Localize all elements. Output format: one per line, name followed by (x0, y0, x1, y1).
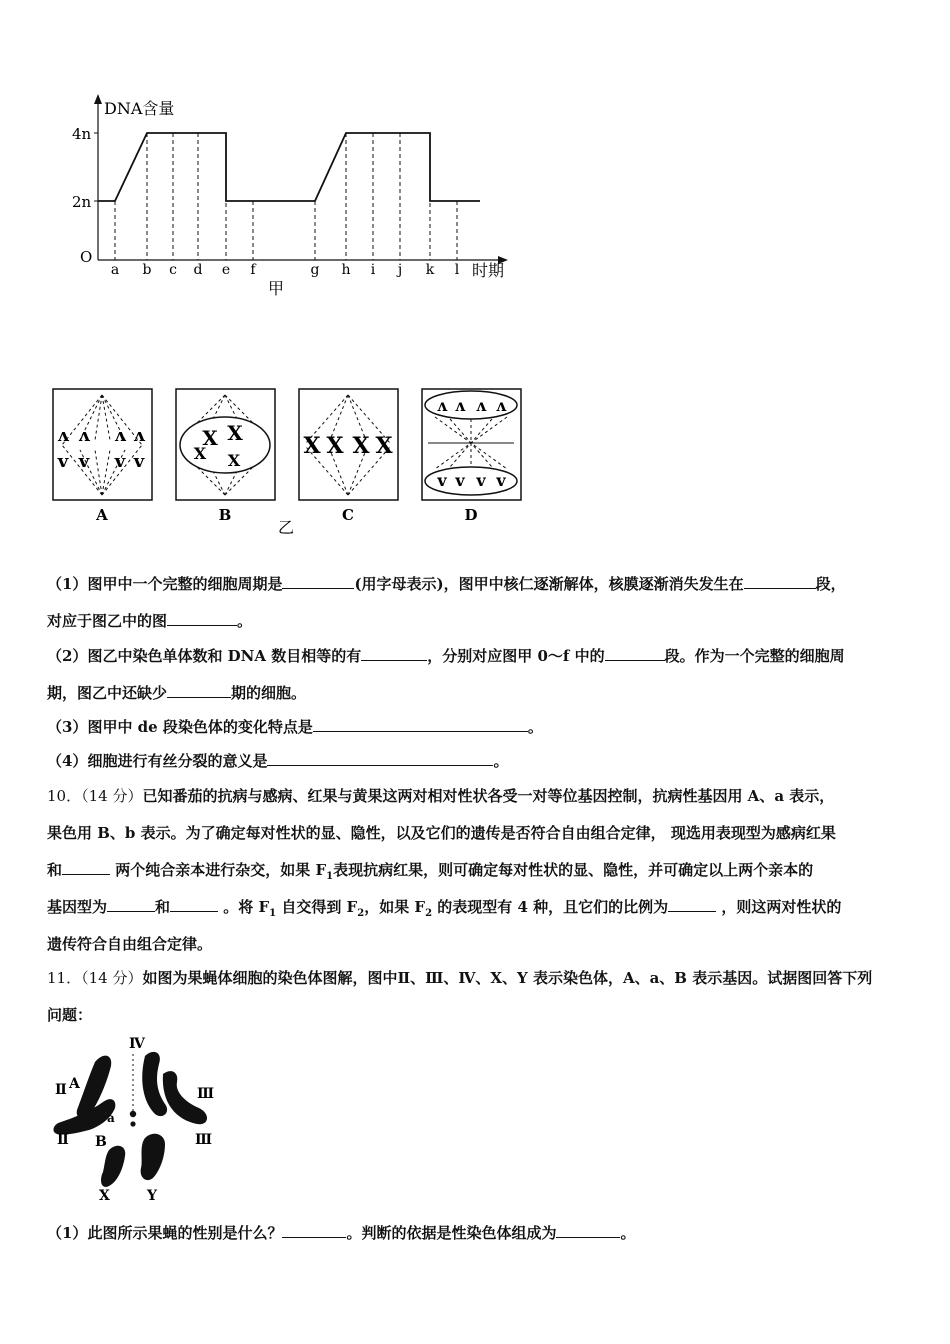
svg-text:X: X (227, 451, 241, 470)
x-tick-j: j (397, 262, 403, 278)
dna-content-line (98, 133, 480, 201)
label-gene-a-upper: A (69, 1076, 80, 1092)
svg-text:ʌ: ʌ (475, 396, 487, 415)
answer-blank[interactable] (62, 860, 110, 875)
x-axis-label: 时期 (472, 261, 505, 280)
svg-text:v: v (78, 451, 90, 472)
y-axis-label: DNA含量 (104, 99, 175, 118)
svg-text:X: X (202, 426, 218, 450)
q11-line2: 问题： (47, 1006, 93, 1024)
label-iv: Ⅳ (129, 1036, 145, 1052)
q10-line3: 和 两个纯合亲本进行杂交，如果 $F_1$表现抗病红果，则可确定每对性状的显、隐性，并可确定以上两个亲本的 (47, 861, 814, 882)
x-tick-h: h (341, 262, 351, 278)
answer-blank[interactable] (744, 574, 816, 589)
answer-blank[interactable] (282, 574, 354, 589)
label-gene-a-lower: a (107, 1111, 115, 1125)
svg-text:ʌ: ʌ (133, 425, 145, 446)
label-iii-lower: Ⅲ (195, 1132, 213, 1148)
svg-text:X: X (227, 421, 243, 445)
x-tick-f: f (250, 262, 256, 278)
panel-b (176, 389, 275, 524)
panel-label-c: C (342, 506, 354, 524)
label-y: Y (147, 1188, 157, 1204)
svg-text:X: X (303, 433, 321, 459)
question-number: 10． (47, 787, 82, 805)
answer-blank[interactable] (605, 646, 665, 661)
answer-blank[interactable] (170, 897, 218, 912)
svg-text:v: v (476, 471, 486, 490)
answer-blank[interactable] (361, 646, 427, 661)
svg-text:ʌ: ʌ (114, 425, 126, 446)
x-tick-e: e (221, 262, 231, 278)
x-tick-b: b (142, 262, 152, 278)
x-tick-l: l (454, 262, 460, 278)
answer-blank[interactable] (282, 1223, 346, 1238)
x-tick-g: g (310, 262, 320, 278)
panel-label-b: B (218, 506, 232, 524)
svg-text:v: v (114, 451, 126, 472)
answer-blank[interactable] (167, 611, 237, 626)
panel-a (53, 389, 152, 524)
x-tick-i: i (370, 262, 376, 278)
x-tick-a: a (110, 262, 120, 278)
q9-part1-line1: （1）图甲中一个完整的细胞周期是 (用字母表示)，图甲中核仁逐渐解体，核膜逐渐消失发生在 段， (47, 575, 846, 593)
svg-text:v: v (57, 451, 69, 472)
label-gene-b: B (95, 1134, 107, 1150)
svg-text:ʌ: ʌ (495, 396, 507, 415)
chromosome-iv-dot (130, 1121, 135, 1126)
svg-text:ʌ: ʌ (57, 425, 69, 446)
svg-text:ʌ: ʌ (454, 396, 466, 415)
panel-label-a: A (96, 506, 108, 524)
answer-blank[interactable] (556, 1223, 620, 1238)
x-tick-k: k (425, 262, 435, 278)
chromosome-y (141, 1134, 165, 1180)
y-axis-arrow (94, 94, 102, 104)
question-number: 11． (47, 969, 82, 987)
question-score: （14 分） (81, 787, 143, 805)
y-tick-origin: O (80, 248, 93, 266)
chromosome-x (101, 1146, 125, 1187)
svg-text:X: X (326, 433, 344, 459)
label-ii-lower: Ⅱ (57, 1132, 69, 1148)
q9-part1-line2: 对应于图乙中的图 。 (47, 612, 253, 630)
fruit-fly-chromosome-diagram (45, 1032, 225, 1204)
answer-blank[interactable] (167, 683, 231, 698)
svg-text:v: v (496, 471, 506, 490)
svg-text:ʌ: ʌ (436, 396, 448, 415)
figure-caption-yi: 乙 (278, 518, 295, 537)
question-score: （14 分） (81, 969, 143, 987)
svg-text:v: v (455, 471, 465, 490)
panel-label-d: D (464, 506, 478, 524)
svg-text:X: X (352, 433, 370, 459)
panel-c (299, 389, 398, 524)
q11-line1: 11．（14 分）如图为果蝇体细胞的染色体图解，图中Ⅱ、Ⅲ、Ⅳ、X、Y 表示染色体，A、a、B 表示基因。试据图回答下列 (47, 969, 873, 987)
panel-d (422, 389, 521, 524)
q10-line1: 10．（14 分）已知番茄的抗病与感病、红果与黄果这两对相对性状各受一对等位基因控制，抗病性基因用 A、a 表示， (47, 787, 835, 805)
period-dividers (115, 133, 457, 260)
y-tick-2n: 2n (72, 193, 92, 211)
svg-text:ʌ: ʌ (78, 425, 90, 446)
label-iii-upper: Ⅲ (197, 1086, 215, 1102)
svg-text:X: X (375, 433, 393, 459)
label-ii-upper: Ⅱ (55, 1082, 67, 1098)
answer-blank[interactable] (668, 897, 716, 912)
svg-text:v: v (133, 451, 145, 472)
q9-part4: （4）细胞进行有丝分裂的意义是 。 (47, 752, 509, 770)
figure-caption-jia: 甲 (268, 279, 285, 298)
svg-text:v: v (437, 471, 447, 490)
q9-part3: （3）图甲中 de 段染色体的变化特点是 。 (47, 718, 543, 736)
x-tick-d: d (193, 262, 203, 278)
answer-blank[interactable] (107, 897, 155, 912)
q9-part2-line1: （2）图乙中染色单体数和 DNA 数目相等的有 ，分别对应图甲 0～f 中的 段。作为一个完整的细胞周 (47, 647, 845, 665)
answer-blank[interactable] (267, 751, 493, 766)
svg-text:X: X (193, 444, 207, 463)
label-x: X (99, 1188, 110, 1204)
cell-division-diagrams (50, 385, 530, 537)
y-tick-4n: 4n (72, 125, 92, 143)
q10-line5: 遗传符合自由组合定律。 (47, 935, 213, 953)
q11-part1: （1）此图所示果蝇的性别是什么？ 。判断的依据是性染色体组成为 。 (47, 1224, 636, 1242)
x-tick-c: c (169, 262, 177, 278)
q10-line4: 基因型为 和 。将 $F_1$ 自交得到 $F_2$，如果 $F_2$ 的表现型有 4 种，且它们的比例为 ，则这两对性状的 (47, 898, 842, 919)
chromosome-iv-dot (130, 1111, 136, 1117)
q9-part2-line2: 期，图乙中还缺少 期的细胞。 (47, 684, 307, 702)
q10-line2: 果色用 B、b 表示。为了确定每对性状的显、隐性，以及它们的遗传是否符合自由组合定律， 现选用表现型为感病红果 (47, 824, 836, 842)
dna-content-chart (68, 92, 528, 307)
answer-blank[interactable] (313, 717, 528, 732)
